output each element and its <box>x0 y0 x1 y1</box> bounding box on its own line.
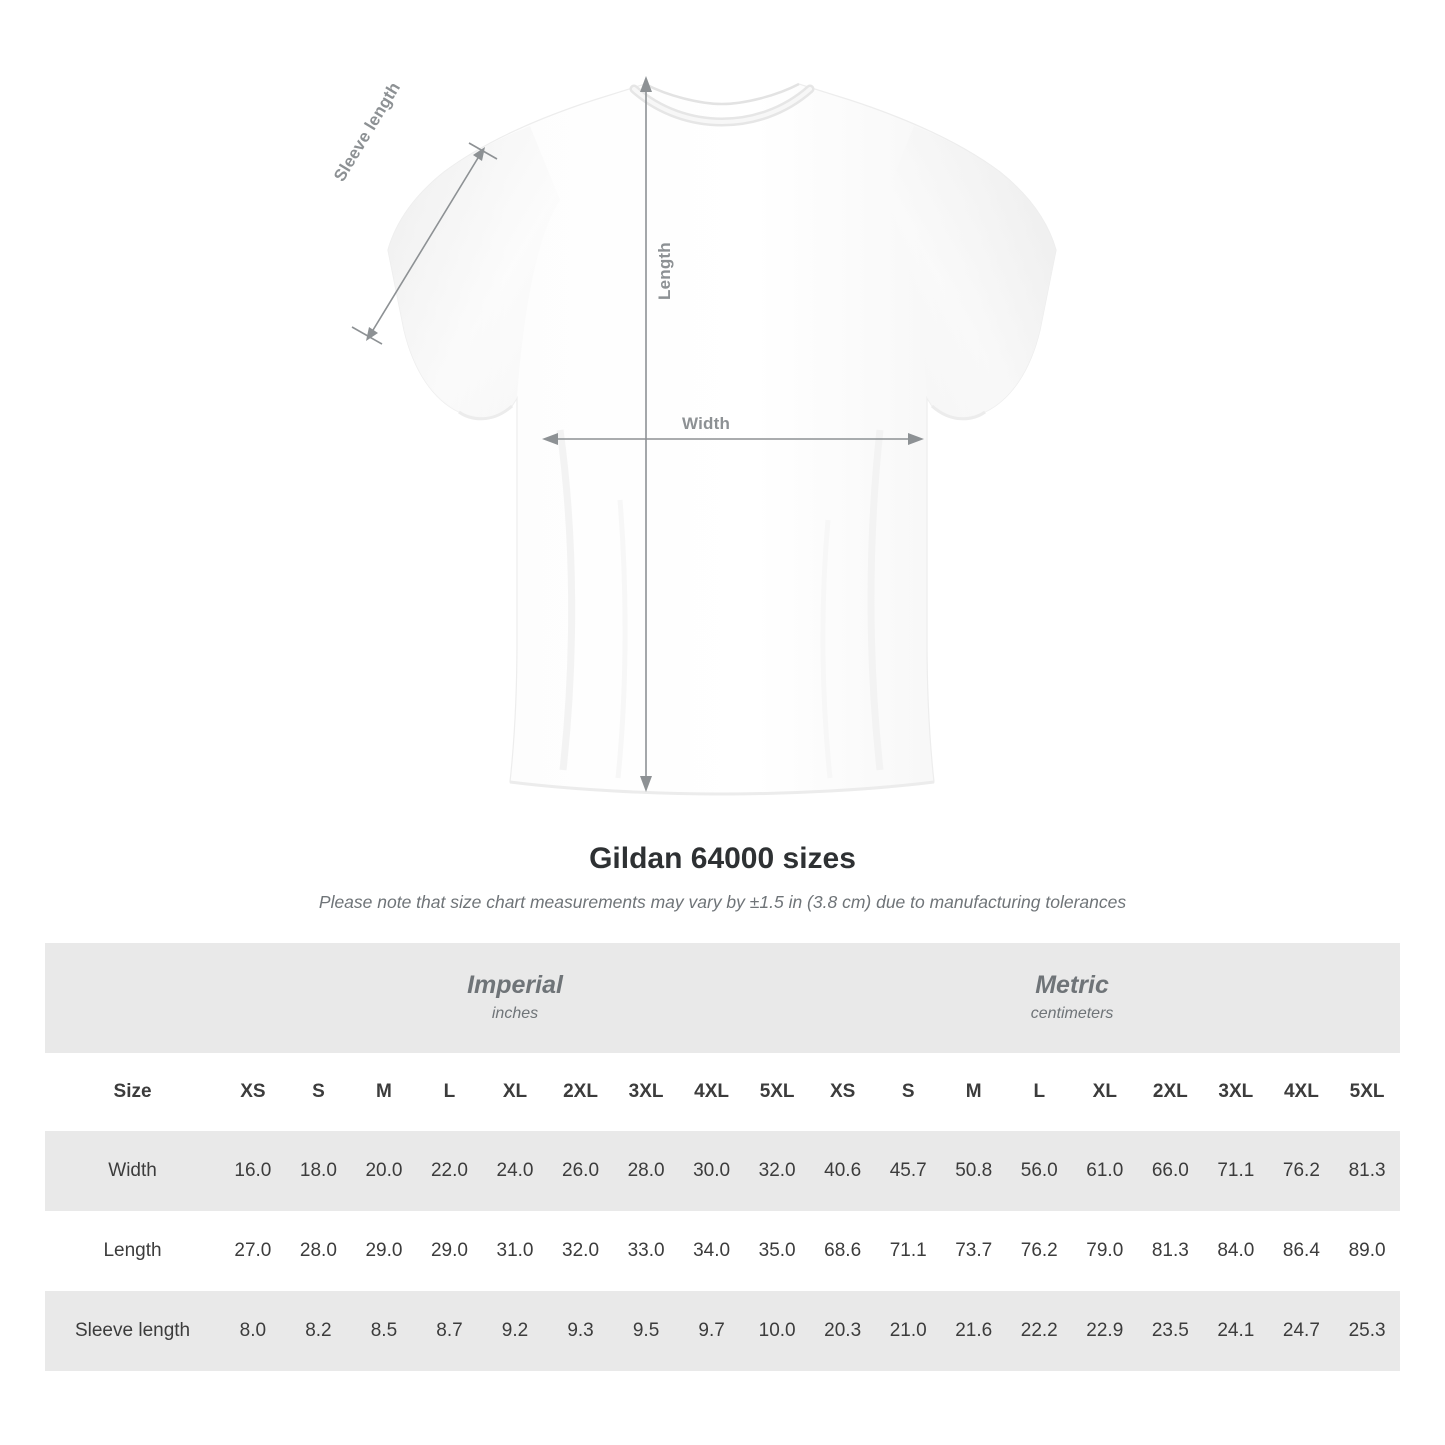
cell-length-imp-1: 28.0 <box>286 1211 352 1291</box>
cell-width-imp-5: 26.0 <box>548 1131 614 1211</box>
cell-width-met-5: 66.0 <box>1138 1131 1204 1211</box>
header-size-met-4: XL <box>1072 1053 1138 1131</box>
title-block <box>0 842 1445 913</box>
cell-width-met-2: 50.8 <box>941 1131 1007 1211</box>
cell-width-imp-6: 28.0 <box>613 1131 679 1211</box>
cell-length-imp-4: 31.0 <box>482 1211 548 1291</box>
cell-sleeve-imp-0: 8.0 <box>220 1291 286 1371</box>
header-size-imp-0: XS <box>220 1053 286 1131</box>
header-size-met-2: M <box>941 1053 1007 1131</box>
cell-sleeve-met-3: 22.2 <box>1006 1291 1072 1371</box>
cell-width-met-0: 40.6 <box>810 1131 876 1211</box>
cell-length-imp-8: 35.0 <box>744 1211 810 1291</box>
unit-header-row <box>45 943 1400 1053</box>
unit-header-metric-filler <box>1334 943 1400 1053</box>
header-size-imp-5: 2XL <box>548 1053 614 1131</box>
cell-sleeve-imp-2: 8.5 <box>351 1291 417 1371</box>
cell-width-met-3: 56.0 <box>1006 1131 1072 1211</box>
cell-sleeve-met-6: 24.1 <box>1203 1291 1269 1371</box>
label-sleeve-length: Sleeve length <box>330 78 405 185</box>
cell-length-met-1: 71.1 <box>875 1211 941 1291</box>
cell-sleeve-imp-5: 9.3 <box>548 1291 614 1371</box>
cell-width-met-6: 71.1 <box>1203 1131 1269 1211</box>
unit-name-imperial: Imperial <box>467 970 563 999</box>
cell-width-imp-1: 18.0 <box>286 1131 352 1211</box>
cell-sleeve-met-4: 22.9 <box>1072 1291 1138 1371</box>
header-size-imp-7: 4XL <box>679 1053 745 1131</box>
cell-width-imp-7: 30.0 <box>679 1131 745 1211</box>
header-size-imp-8: 5XL <box>744 1053 810 1131</box>
cell-length-imp-7: 34.0 <box>679 1211 745 1291</box>
cell-sleeve-imp-3: 8.7 <box>417 1291 483 1371</box>
header-size-met-8: 5XL <box>1334 1053 1400 1131</box>
cell-length-imp-5: 32.0 <box>548 1211 614 1291</box>
cell-sleeve-met-2: 21.6 <box>941 1291 1007 1371</box>
size-header-row <box>45 1053 1400 1131</box>
cell-sleeve-met-7: 24.7 <box>1269 1291 1335 1371</box>
cell-width-met-1: 45.7 <box>875 1131 941 1211</box>
unit-header-imperial <box>220 943 810 1053</box>
cell-length-imp-0: 27.0 <box>220 1211 286 1291</box>
header-size-met-1: S <box>875 1053 941 1131</box>
header-size-met-5: 2XL <box>1138 1053 1204 1131</box>
cell-length-met-0: 68.6 <box>810 1211 876 1291</box>
cell-sleeve-imp-4: 9.2 <box>482 1291 548 1371</box>
cell-width-imp-8: 32.0 <box>744 1131 810 1211</box>
cell-length-met-2: 73.7 <box>941 1211 1007 1291</box>
cell-sleeve-met-5: 23.5 <box>1138 1291 1204 1371</box>
unit-sub-metric: centimeters <box>1030 1004 1114 1022</box>
cell-sleeve-imp-8: 10.0 <box>744 1291 810 1371</box>
row-label-sleeve-length: Sleeve length <box>45 1291 220 1371</box>
cell-length-imp-2: 29.0 <box>351 1211 417 1291</box>
row-label-length: Length <box>45 1211 220 1291</box>
unit-header-metric <box>810 943 1334 1053</box>
table-row-length <box>45 1211 1400 1291</box>
header-size-imp-6: 3XL <box>613 1053 679 1131</box>
header-size-met-0: XS <box>810 1053 876 1131</box>
cell-length-met-7: 86.4 <box>1269 1211 1335 1291</box>
cell-sleeve-imp-1: 8.2 <box>286 1291 352 1371</box>
size-chart-table <box>45 943 1400 1371</box>
cell-sleeve-imp-6: 9.5 <box>613 1291 679 1371</box>
cell-length-imp-3: 29.0 <box>417 1211 483 1291</box>
header-size-imp-1: S <box>286 1053 352 1131</box>
cell-width-imp-3: 22.0 <box>417 1131 483 1211</box>
cell-sleeve-met-1: 21.0 <box>875 1291 941 1371</box>
cell-width-met-4: 61.0 <box>1072 1131 1138 1211</box>
table-row-sleeve-length <box>45 1291 1400 1371</box>
unit-header-blank <box>45 943 220 1053</box>
header-size-imp-3: L <box>417 1053 483 1131</box>
label-width: Width <box>682 414 731 433</box>
cell-length-met-6: 84.0 <box>1203 1211 1269 1291</box>
header-size-met-3: L <box>1006 1053 1072 1131</box>
cell-sleeve-imp-7: 9.7 <box>679 1291 745 1371</box>
table-row-width <box>45 1131 1400 1211</box>
header-size-met-7: 4XL <box>1269 1053 1335 1131</box>
cell-width-met-8: 81.3 <box>1334 1131 1400 1211</box>
cell-sleeve-met-0: 20.3 <box>810 1291 876 1371</box>
size-chart-table-wrapper <box>45 943 1400 1371</box>
unit-sub-imperial: inches <box>491 1004 539 1022</box>
label-length: Length <box>655 242 674 300</box>
cell-length-imp-6: 33.0 <box>613 1211 679 1291</box>
cell-length-met-8: 89.0 <box>1334 1211 1400 1291</box>
cell-width-imp-0: 16.0 <box>220 1131 286 1211</box>
cell-width-imp-4: 24.0 <box>482 1131 548 1211</box>
unit-name-metric: Metric <box>1035 970 1109 999</box>
tolerance-note: Please note that size chart measurements may vary by ±1.5 in (3.8 cm) due to manufacturing tolerances <box>318 892 1127 912</box>
row-label-width: Width <box>45 1131 220 1211</box>
cell-length-met-4: 79.0 <box>1072 1211 1138 1291</box>
cell-width-imp-2: 20.0 <box>351 1131 417 1211</box>
header-size-imp-4: XL <box>482 1053 548 1131</box>
header-size-label: Size <box>45 1053 220 1131</box>
cell-length-met-5: 81.3 <box>1138 1211 1204 1291</box>
cell-width-met-7: 76.2 <box>1269 1131 1335 1211</box>
header-size-met-6: 3XL <box>1203 1053 1269 1131</box>
cell-length-met-3: 76.2 <box>1006 1211 1072 1291</box>
cell-sleeve-met-8: 25.3 <box>1334 1291 1400 1371</box>
header-size-imp-2: M <box>351 1053 417 1131</box>
page-title: Gildan 64000 sizes <box>589 842 856 875</box>
